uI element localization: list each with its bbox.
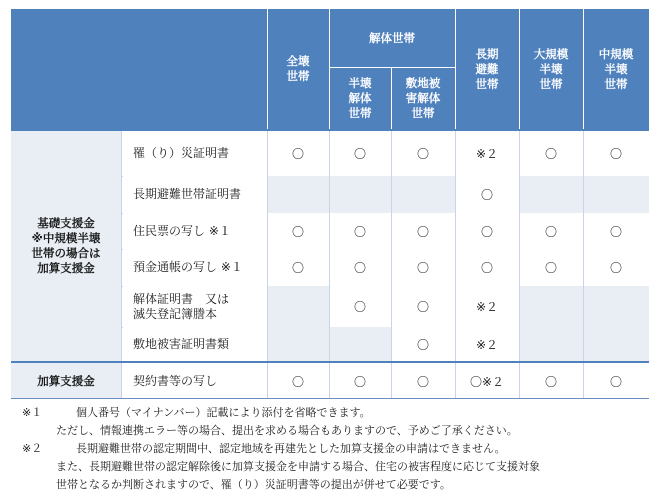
header-divider [329, 9, 330, 129]
table-cell [267, 327, 329, 361]
column-divider [519, 131, 520, 399]
column-divider [329, 131, 330, 399]
footnote-1-mark: ※１ [22, 406, 43, 419]
table-cell [583, 176, 649, 213]
table-cell [519, 327, 583, 361]
table-cell: 〇 [391, 286, 455, 327]
footnote-2 [22, 440, 652, 458]
row-label: 預金通帳の写し ※１ [123, 249, 267, 286]
column-divider [583, 131, 584, 399]
row-label: 解体証明書 又は 滅失登記簿謄本 [123, 286, 267, 327]
table-cell: ※２ [455, 327, 519, 361]
table-cell [519, 286, 583, 327]
footnote-1-continuation: ただし、情報連携エラー等の場合、提出を求める場合もありますので、予めご了承ください。 [56, 424, 518, 437]
table-cell: 〇 [455, 213, 519, 249]
column-divider [267, 131, 268, 399]
header-divider [519, 9, 520, 129]
table-cell: 〇 [455, 249, 519, 286]
table-cell: 〇 [267, 363, 329, 399]
table-cell [329, 176, 391, 213]
table-cell [391, 176, 455, 213]
header-zenkai: 全壊 世帯 [267, 9, 329, 129]
header-daikibo: 大規模 半壊 世帯 [519, 9, 583, 129]
header-hankai-kaitai: 半壊 解体 世帯 [329, 67, 391, 129]
table-cell: 〇 [329, 249, 391, 286]
row-label: 罹（り）災証明書 [123, 131, 267, 176]
footnote-2-text: 長期避難世帯の認定期間中、認定地域を再建先とした加算支援金の申請はできません。 [76, 442, 506, 455]
footnote-1-text: 個人番号（マイナンバー）記載により添付を省略できます。 [76, 406, 371, 419]
group-kasan-shienkin: 加算支援金 [11, 363, 121, 399]
table-cell: 〇 [391, 249, 455, 286]
header-bottom-border [11, 129, 649, 131]
table-cell: 〇 [519, 363, 583, 399]
header-shikichi-higai: 敷地被 害解体 世帯 [391, 67, 455, 129]
table-cell: 〇 [329, 363, 391, 399]
group-separator-border [11, 361, 649, 363]
header-blank-cell [11, 9, 267, 129]
table-cell: 〇 [583, 363, 649, 399]
row-label: 契約書等の写し [123, 363, 267, 399]
table-cell: ※２ [455, 131, 519, 176]
header-divider [329, 67, 455, 68]
header-divider [267, 9, 268, 129]
footnote-1 [22, 404, 652, 422]
table-cell [583, 327, 649, 361]
table-cell: ※２ [455, 286, 519, 327]
header-divider [455, 9, 456, 129]
footnote-2-mark: ※２ [22, 442, 43, 455]
table-cell [583, 286, 649, 327]
column-divider [455, 131, 456, 399]
table-cell: 〇 [267, 249, 329, 286]
table-cell: 〇 [519, 131, 583, 176]
table-cell: 〇※２ [455, 363, 519, 399]
table-cell: 〇 [583, 249, 649, 286]
table-cell: 〇 [391, 327, 455, 361]
row-label: 敷地被害証明書類 [123, 327, 267, 361]
table-bottom-border [11, 398, 649, 399]
table-cell: 〇 [329, 131, 391, 176]
table-cell: 〇 [267, 131, 329, 176]
footnotes [22, 404, 652, 494]
table-cell: 〇 [519, 213, 583, 249]
header-chukibo: 中規模 半壊 世帯 [583, 9, 649, 129]
table-cell: 〇 [329, 286, 391, 327]
row-label: 住民票の写し ※１ [123, 213, 267, 249]
header-divider [583, 9, 584, 129]
header-group-kaitai: 解体世帯 [329, 9, 455, 67]
footnote-2-continuation-2: 世帯となるか判断されますので、罹（り）災証明書等の提出が併せて必要です。 [56, 478, 451, 491]
table-cell: 〇 [519, 249, 583, 286]
table-cell: 〇 [583, 131, 649, 176]
table-cell [329, 327, 391, 361]
table-cell: 〇 [391, 131, 455, 176]
table-cell: 〇 [455, 176, 519, 213]
requirements-table [11, 9, 649, 399]
table-cell: 〇 [267, 213, 329, 249]
table-cell: 〇 [329, 213, 391, 249]
table-cell [267, 286, 329, 327]
header-divider [391, 67, 392, 129]
table-cell [267, 176, 329, 213]
column-divider [121, 131, 122, 399]
row-label: 長期避難世帯証明書 [123, 176, 267, 213]
header-choki-hinan: 長期 避難 世帯 [455, 9, 519, 129]
table-cell: 〇 [391, 363, 455, 399]
column-divider [391, 131, 392, 399]
table-cell: 〇 [391, 213, 455, 249]
footnote-2-continuation-1: また、長期避難世帯の認定解除後に加算支援金を申請する場合、住宅の被害程度に応じて支援対象 [56, 460, 540, 473]
table-cell: 〇 [583, 213, 649, 249]
table-cell [519, 176, 583, 213]
group-kiso-shienkin: 基礎支援金 ※中規模半壊 世帯の場合は 加算支援金 [11, 131, 121, 361]
